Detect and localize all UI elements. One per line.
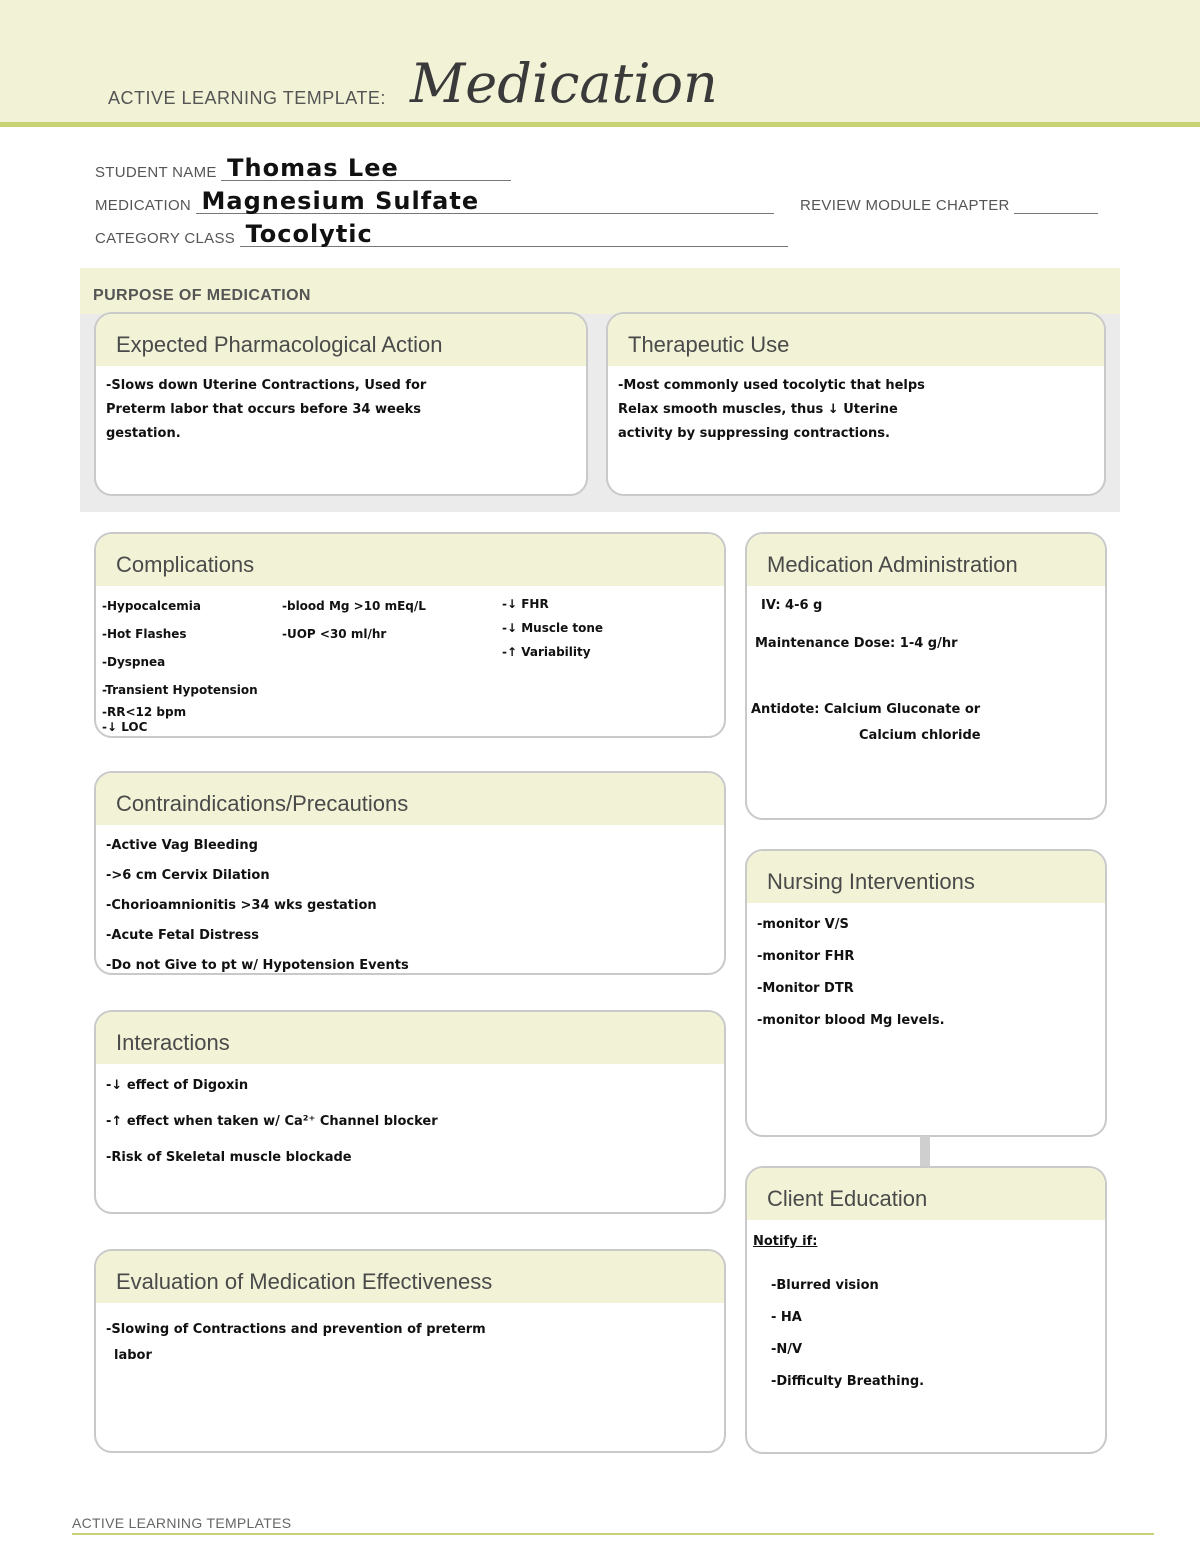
client-education-text (747, 1220, 1105, 1440)
client-education-item: - HA (771, 1310, 802, 1325)
medication-value: Magnesium Sulfate (201, 187, 480, 215)
complication-item: -Hot Flashes (102, 627, 187, 641)
interaction-item: -↑ effect when taken w/ Ca²⁺ Channel blocker (106, 1114, 438, 1129)
client-education-item: -Difficulty Breathing. (771, 1374, 925, 1389)
contraindications-text (96, 825, 724, 975)
nursing-intervention-item: -monitor V/S (757, 917, 849, 932)
review-chapter-label: REVIEW MODULE CHAPTER (800, 197, 1010, 214)
review-chapter-line[interactable] (1014, 197, 1098, 214)
complication-item: -↓ Muscle tone (502, 621, 604, 635)
administration-line: IV: 4-6 g (761, 598, 823, 613)
category-class-label: CATEGORY CLASS (95, 230, 236, 247)
expected-action-title: Expected Pharmacological Action (96, 314, 586, 366)
complications-col-1 (102, 592, 258, 734)
expected-action-text (96, 366, 586, 446)
administration-line: Maintenance Dose: 1-4 g/hr (755, 636, 958, 651)
complications-title: Complications (96, 534, 724, 586)
nursing-interventions-box[interactable] (745, 849, 1107, 1137)
evaluation-text (96, 1303, 724, 1369)
complication-item: -Transient Hypotension (102, 683, 258, 697)
contraindications-box[interactable] (94, 771, 726, 975)
expected-action-box[interactable] (94, 312, 588, 496)
review-chapter-field (800, 197, 1098, 214)
therapeutic-use-line: -Most commonly used tocolytic that helps (618, 378, 925, 393)
complications-text (96, 586, 724, 734)
evaluation-line: -Slowing of Contractions and prevention of preterm (106, 1322, 486, 1337)
contraindication-item: -Chorioamnionitis >34 wks gestation (106, 898, 377, 913)
category-class-line[interactable] (240, 220, 788, 248)
medication-field (95, 187, 774, 215)
category-class-value: Tocolytic (245, 220, 373, 248)
student-name-field (95, 154, 511, 182)
evaluation-box[interactable] (94, 1249, 726, 1453)
therapeutic-use-text (608, 366, 1104, 446)
contraindication-item: -Do not Give to pt w/ Hypotension Events (106, 958, 409, 973)
expected-action-line: Preterm labor that occurs before 34 weeks (106, 402, 422, 417)
footer-rule (72, 1533, 1154, 1535)
footer-label: ACTIVE LEARNING TEMPLATES (72, 1515, 292, 1531)
complication-item: -↓ LOC (102, 720, 148, 734)
interactions-title: Interactions (96, 1012, 724, 1064)
administration-text (747, 586, 1105, 806)
contraindication-item: -Active Vag Bleeding (106, 838, 258, 853)
expected-action-line: gestation. (106, 426, 181, 441)
interactions-text (96, 1064, 724, 1176)
therapeutic-use-line: Relax smooth muscles, thus ↓ Uterine (618, 402, 898, 417)
nursing-intervention-item: -monitor blood Mg levels. (757, 1013, 945, 1028)
nursing-interventions-text (747, 903, 1105, 1037)
student-name-label: STUDENT NAME (95, 164, 217, 181)
header-rule (0, 122, 1200, 127)
client-education-box[interactable] (745, 1166, 1107, 1454)
interactions-box[interactable] (94, 1010, 726, 1214)
administration-line: Antidote: Calcium Gluconate or (751, 702, 981, 717)
complications-box[interactable] (94, 532, 726, 738)
medication-line[interactable] (196, 187, 774, 215)
nursing-intervention-item: -monitor FHR (757, 949, 855, 964)
template-label: ACTIVE LEARNING TEMPLATE: (108, 88, 386, 108)
client-education-heading: Notify if: (753, 1234, 818, 1249)
therapeutic-use-line: activity by suppressing contractions. (618, 426, 890, 441)
complication-item: -↓ FHR (502, 597, 549, 611)
complications-col-2 (282, 592, 426, 648)
student-name-value: Thomas Lee (227, 154, 399, 182)
client-education-list (771, 1270, 924, 1398)
therapeutic-use-box[interactable] (606, 312, 1106, 496)
box-connector (920, 1136, 930, 1166)
complication-item: -UOP <30 ml/hr (282, 627, 387, 641)
client-education-title: Client Education (747, 1168, 1105, 1220)
nursing-interventions-title: Nursing Interventions (747, 851, 1105, 903)
student-name-line[interactable] (221, 154, 511, 182)
purpose-label: PURPOSE OF MEDICATION (93, 287, 311, 304)
contraindications-title: Contraindications/Precautions (96, 773, 724, 825)
administration-line: Calcium chloride (859, 728, 981, 743)
administration-title: Medication Administration (747, 534, 1105, 586)
client-education-item: -N/V (771, 1342, 803, 1357)
interaction-item: -Risk of Skeletal muscle blockade (106, 1150, 352, 1165)
evaluation-title: Evaluation of Medication Effectiveness (96, 1251, 724, 1303)
complication-item: -Hypocalcemia (102, 599, 201, 613)
complication-item: -RR<12 bpm (102, 705, 187, 719)
client-education-item: -Blurred vision (771, 1278, 879, 1293)
therapeutic-use-title: Therapeutic Use (608, 314, 1104, 366)
contraindication-item: ->6 cm Cervix Dilation (106, 868, 270, 883)
complication-item: -Dyspnea (102, 655, 166, 669)
complications-col-3 (502, 592, 603, 664)
expected-action-line: -Slows down Uterine Contractions, Used for (106, 378, 427, 393)
interaction-item: -↓ effect of Digoxin (106, 1078, 249, 1093)
template-title: Medication (410, 52, 718, 115)
contraindication-item: -Acute Fetal Distress (106, 928, 260, 943)
administration-box[interactable] (745, 532, 1107, 820)
medication-label: MEDICATION (95, 197, 192, 214)
nursing-intervention-item: -Monitor DTR (757, 981, 854, 996)
complication-item: -blood Mg >10 mEq/L (282, 599, 426, 613)
evaluation-line: labor (114, 1348, 152, 1363)
complication-item: -↑ Variability (502, 645, 591, 659)
category-class-field (95, 220, 788, 248)
